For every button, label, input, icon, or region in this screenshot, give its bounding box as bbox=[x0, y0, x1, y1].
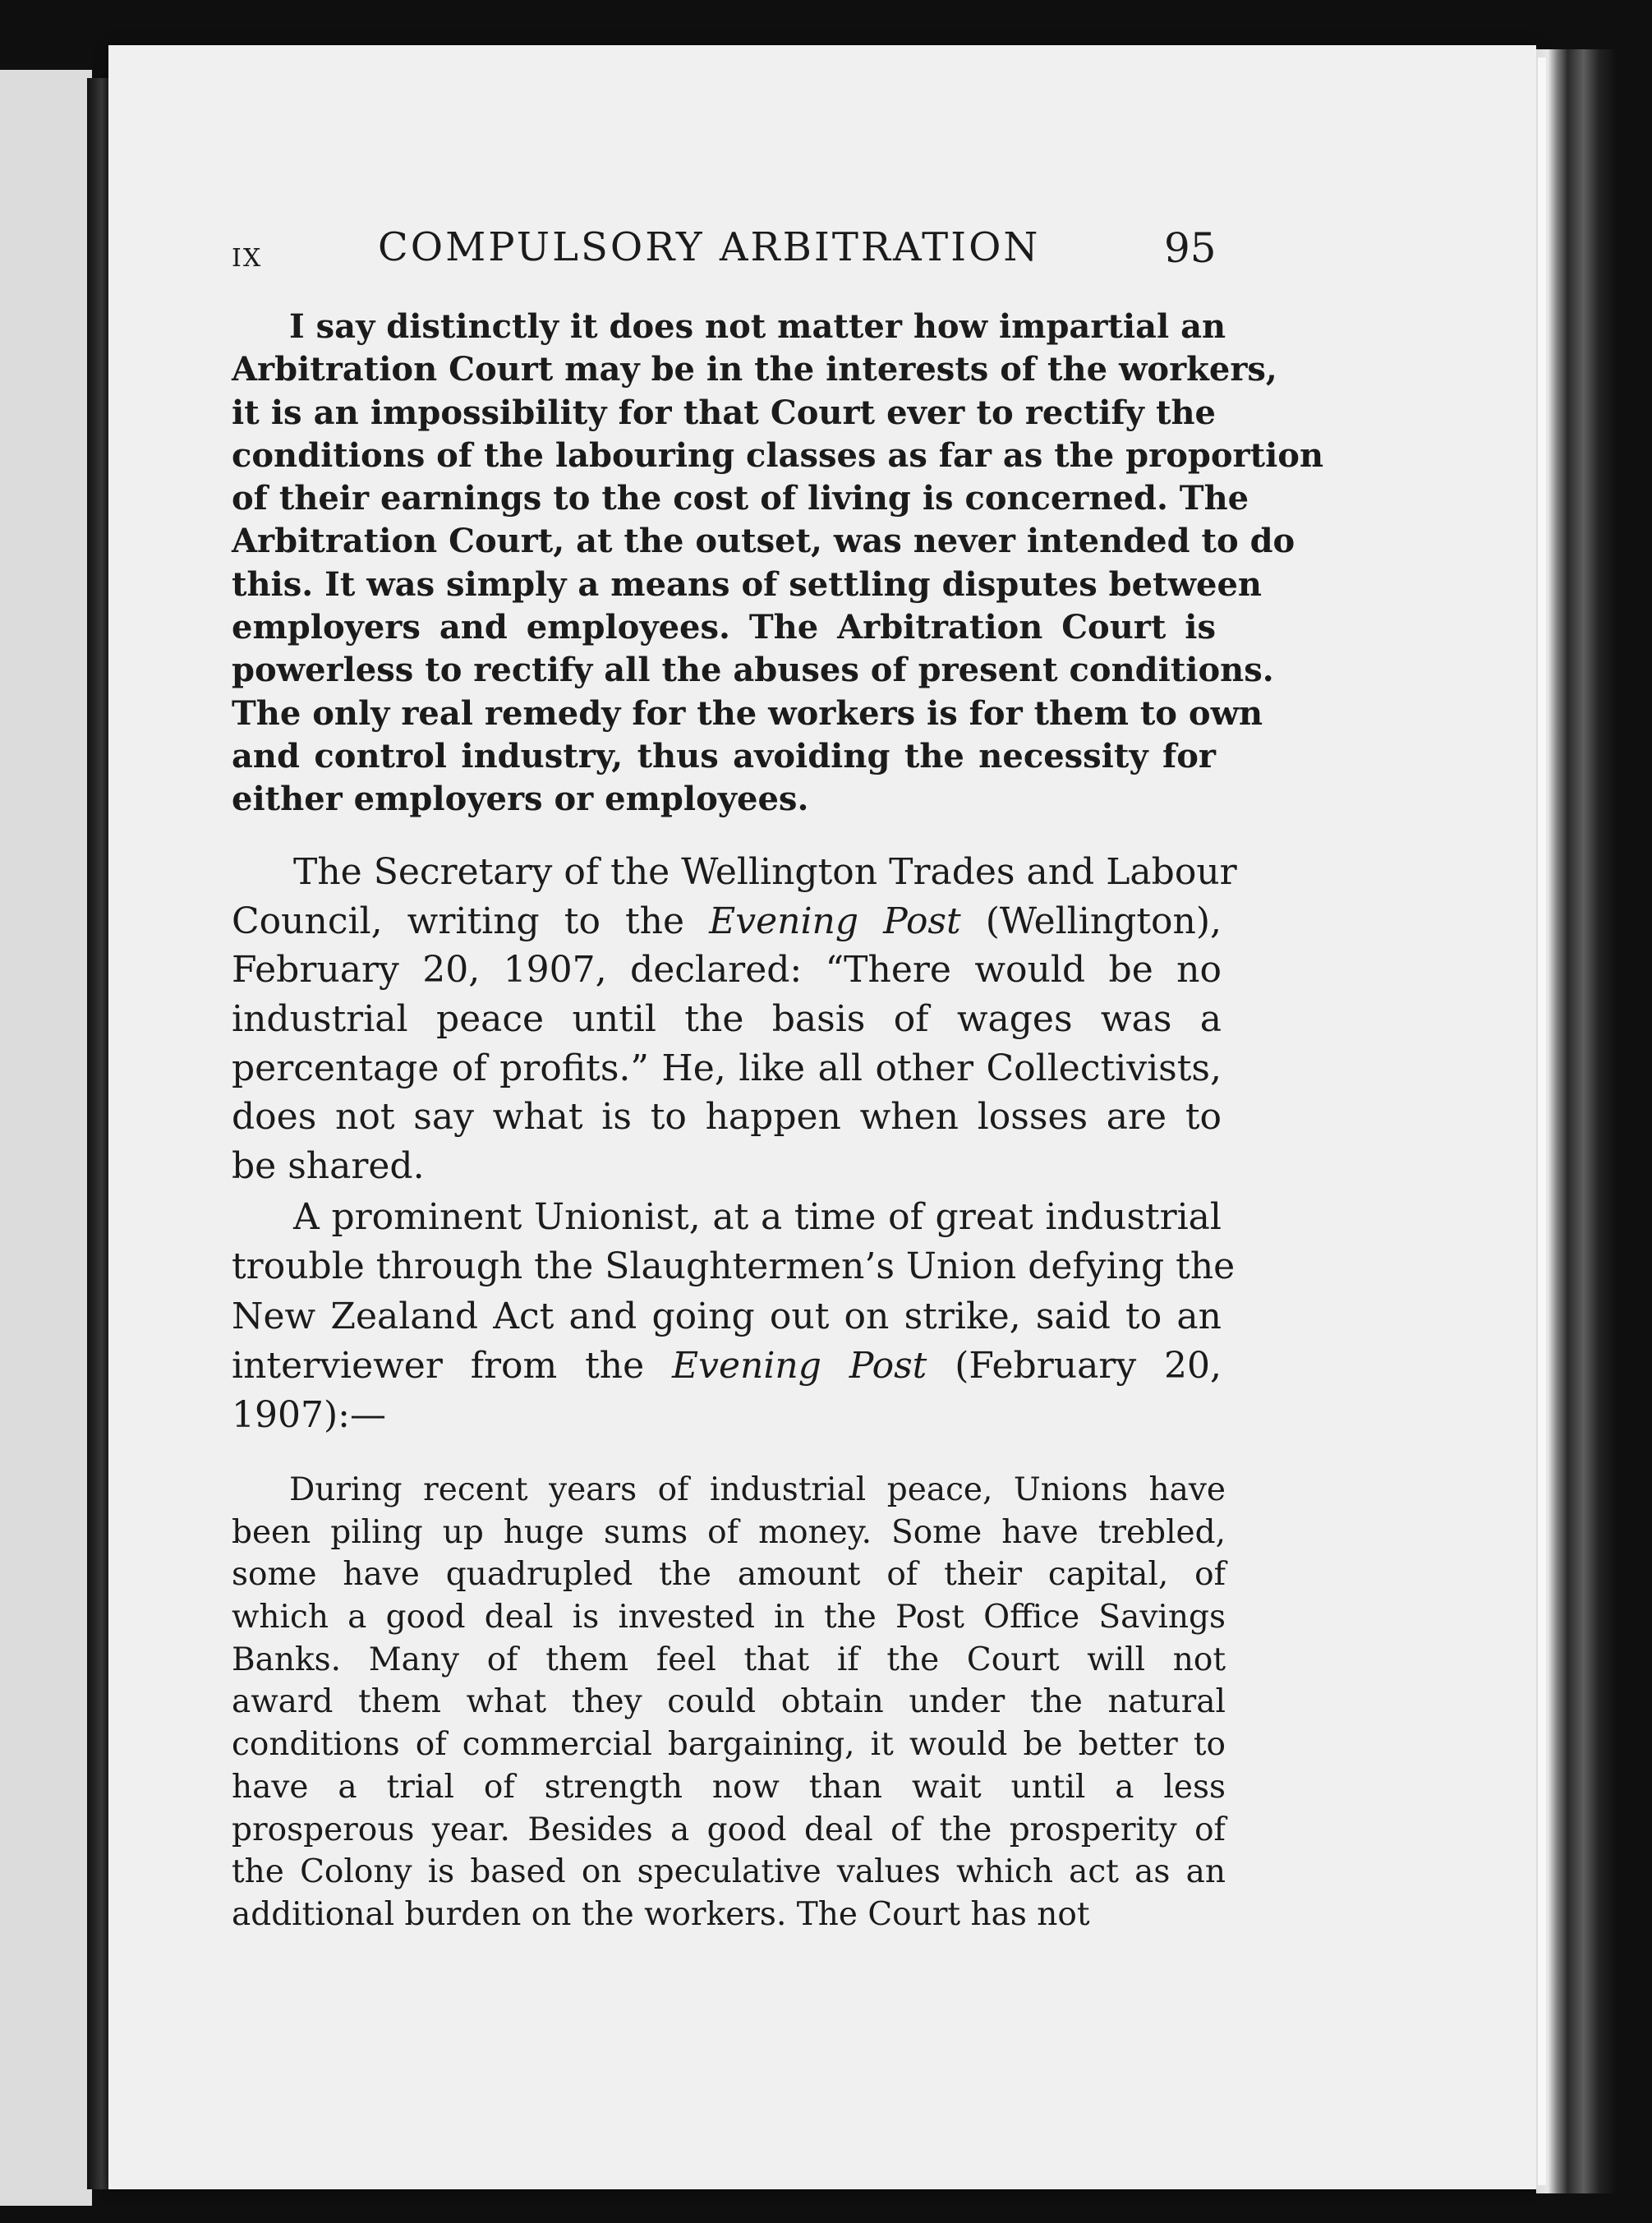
quoted-paragraph-1 bbox=[232, 306, 1324, 822]
text-line: conditions of commercial bargaining, it would be better to bbox=[232, 1726, 1226, 1764]
running-title: COMPULSORY ARBITRATION bbox=[378, 224, 1041, 270]
text-line: The only real remedy for the workers is for them to own bbox=[232, 693, 1263, 733]
body-paragraph-2 bbox=[232, 1193, 1236, 1440]
text-line: February 20, 1907, declared: “There would be no bbox=[232, 949, 1222, 992]
text-line: 1907):— bbox=[232, 1394, 386, 1437]
quoted-paragraph-2 bbox=[232, 1469, 1226, 1936]
text-line: the Colony is based on speculative values which act as an bbox=[232, 1853, 1226, 1891]
page-stack-edge bbox=[1536, 49, 1615, 2193]
text-line: additional burden on the workers. The Court has not bbox=[232, 1895, 1090, 1933]
text-line: this. It was simply a means of settling disputes between bbox=[232, 564, 1262, 604]
facing-page-edge bbox=[0, 70, 92, 2206]
text-line: some have quadrupled the amount of their capital, of bbox=[232, 1556, 1226, 1594]
text-line: been piling up huge sums of money. Some have trebled, bbox=[232, 1513, 1226, 1551]
text-line: of their earnings to the cost of living is concerned. The bbox=[232, 479, 1249, 518]
text-line: Council, writing to the Evening Post (Wellington), bbox=[232, 900, 1222, 942]
text-line: trouble through the Slaughtermen’s Union defying the bbox=[232, 1245, 1236, 1288]
text-line: New Zealand Act and going out on strike, said to an bbox=[232, 1295, 1222, 1337]
page-number: 95 bbox=[1164, 224, 1217, 272]
text-line: The Secretary of the Wellington Trades and Labour bbox=[293, 851, 1237, 893]
text-line: does not say what is to happen when losses are to bbox=[232, 1096, 1222, 1139]
text-line: interviewer from the Evening Post (February 20, bbox=[232, 1344, 1222, 1387]
text-line: industrial peace until the basis of wages was a bbox=[232, 998, 1222, 1041]
text-line: award them what they could obtain under the natural bbox=[232, 1683, 1226, 1721]
text-line: it is an impossibility for that Court ever to rectify the bbox=[232, 393, 1216, 432]
chapter-number: IX bbox=[232, 244, 263, 273]
text-line: have a trial of strength now than wait until a less bbox=[232, 1768, 1226, 1806]
text-line: either employers or employees. bbox=[232, 780, 809, 819]
running-head bbox=[232, 218, 1217, 283]
text-line: powerless to rectify all the abuses of present conditions. bbox=[232, 651, 1274, 690]
text-line: percentage of profits.” He, like all other Collectivists, bbox=[232, 1047, 1222, 1089]
text-line: be shared. bbox=[232, 1145, 425, 1188]
text-line: and control industry, thus avoiding the necessity for bbox=[232, 736, 1216, 776]
text-line: prosperous year. Besides a good deal of the prosperity of bbox=[232, 1811, 1226, 1848]
text-line: conditions of the labouring classes as far as the proportion bbox=[232, 435, 1324, 475]
body-paragraph-1 bbox=[232, 848, 1237, 1191]
italic-title: Evening Post bbox=[709, 900, 961, 942]
text-line: A prominent Unionist, at a time of great industrial bbox=[293, 1196, 1222, 1238]
page-edge-highlight bbox=[1538, 58, 1546, 2185]
text-line: which a good deal is invested in the Post Office Savings bbox=[232, 1599, 1226, 1636]
italic-title: Evening Post bbox=[672, 1344, 927, 1387]
text-line: Arbitration Court, at the outset, was never intended to do bbox=[232, 522, 1295, 561]
text-line: I say distinctly it does not matter how impartial an bbox=[289, 307, 1226, 346]
text-line: During recent years of industrial peace, Unions have bbox=[289, 1471, 1226, 1508]
text-line: Arbitration Court may be in the interests of the workers, bbox=[232, 350, 1277, 389]
text-line: Banks. Many of them feel that if the Court will not bbox=[232, 1641, 1226, 1678]
text-line: employers and employees. The Arbitration Court is bbox=[232, 608, 1216, 647]
